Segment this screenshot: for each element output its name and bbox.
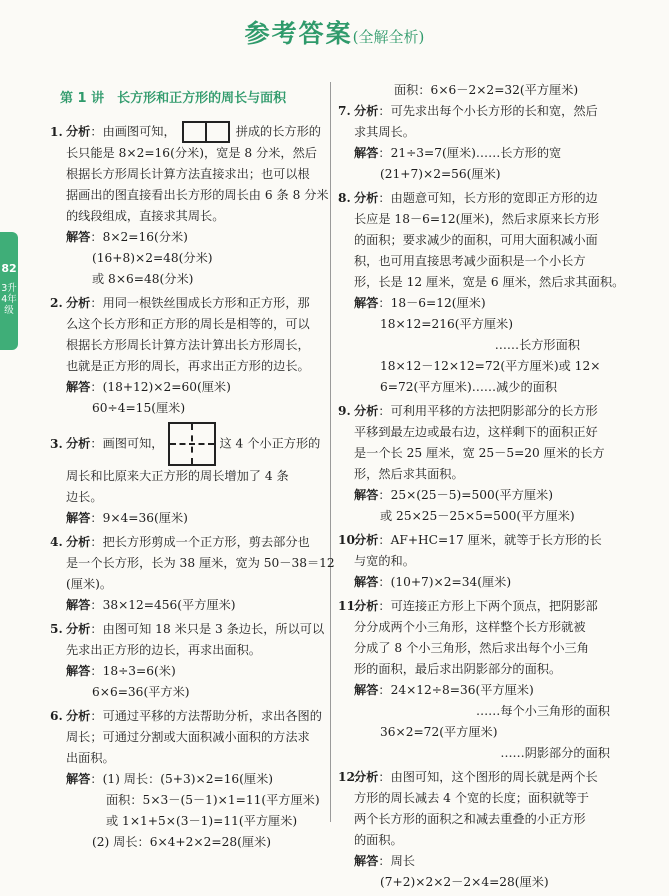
question-11: 11.分析：可连接正方形上下两个顶点，把阴影部 分分成两个小三角形，这样整个长方形就被 分成了 8 个小三角形，然后求出每个小三角 形的面积，最后求出阴影部分的面积。 解答：24×12÷8=36(平方厘米) ……每个小三角形的面积 36×2=72(平方厘米) ……阴影部分的面积 [338,596,620,764]
analysis-text: 形的面积，最后求出阴影部分的面积。 [354,662,562,676]
analysis-text: 由图可知 18 米只是 3 条边长，所以可以 [102,622,325,636]
answer-text: (21+7)×2=56(厘米) [380,167,501,181]
analysis-text: 由画图可知， [102,124,176,139]
analysis-text: 据画出的图直接看出长方形的周长由 6 条 8 分米 [66,188,329,202]
analysis-text: 由题意可知，长方形的宽即正方形的边 [390,191,598,205]
answer-label: 解答 [66,664,91,678]
question-8: 8. 分析：由题意可知，长方形的宽即正方形的边 长应是 18－6=12(厘米)，然后求原来长方形 的面积；要求减少的面积，可用大面积减小面 积，也可用直接思考减少面积是一个小长方 形，长是 12 厘米，宽是 6 厘米，然后求其面积。 解答：18－6=12(厘米) 18×12=216(平方厘米) ……长方形面积 18×12－12×12=72(平方厘米)或 12× 6=72(平方厘米)……减少的面积 [338,188,620,398]
answer-text: 6×6=36(平方米) [92,685,190,699]
analysis-text: 把长方形剪成一个正方形，剪去部分也 [102,535,310,549]
analysis-text: 方形的周长减去 4 个宽的长度；面积就等于 [354,791,589,805]
analysis-text: 根据长方形周长计算方法计算出长方形周长， [66,338,310,352]
question-10: 10.分析：AF+HC=17 厘米，就等于长方形的长 与宽的和。 解答：(10+7)×2=34(厘米) [338,530,620,593]
analysis-text: 的面积。 [354,833,403,847]
answer-label: 解答 [66,380,91,394]
answer-text: (16+8)×2=48(分米) [92,251,213,265]
question-number: 4. [50,535,63,549]
analysis-text: 与宽的和。 [354,554,415,568]
answer-text: 60÷4=15(厘米) [92,401,186,415]
analysis-text: 分分成两个小三角形，这样整个长方形就被 [354,620,586,634]
answer-text: 面积：5×3－(5－1)×1=11(平方厘米) [106,793,320,807]
answer-text: 18÷3=6(米) [102,664,176,678]
answer-label: 解答 [354,683,379,697]
answer-text: (1) 周长：(5+3)×2=16(厘米) [102,772,274,786]
answer-text: (10+7)×2=34(厘米) [390,575,512,589]
analysis-label: 分析 [354,191,379,205]
analysis-text: 平移到最左边或最右边，这样剩下的面积正好 [354,425,598,439]
lecture-title: 第 1 讲 长方形和正方形的周长与面积 [60,91,287,106]
analysis-text: 出面积。 [66,751,115,765]
question-2: 2. 分析：用同一根铁丝围成长方形和正方形，那 么这个长方形和正方形的周长是相等的，可以 根据长方形周长计算方法计算出长方形周长， 也就是正方形的周长，再求出正方形的边长。 解答：(18+12)×2=60(厘米) 60÷4=15(厘米) [50,293,325,419]
answer-label: 解答 [66,230,91,244]
answer-label: 解答 [66,772,91,786]
page-title: 参考答案 [244,19,353,48]
answer-text: 25×(25－5)=500(平方厘米) [390,488,553,502]
question-6: 6. 分析：可通过平移的方法帮助分析，求出各图的 周长；可通过分割或大面积减小面积的方法求 出面积。 解答：(1) 周长：(5+3)×2=16(厘米) 面积：5×3－(5－1)×1=11(平方厘米) 或 1×1+5×(3－1)=11(平方厘米) (2) 周长：6×4+2×2=28(厘米) [50,706,325,853]
analysis-label: 分析 [66,622,91,636]
column-divider [330,82,331,822]
answer-label: 解答 [354,146,379,160]
analysis-text: 形，然后求其面积。 [354,467,464,481]
question-number: 5. [50,622,63,636]
page-number: 82 [1,262,17,275]
question-4: 4. 分析：把长方形剪成一个正方形，剪去部分也 是一个长方形，长为 38 厘米，宽为 50－38＝12 (厘米)。 解答：38×12=456(平方厘米) [50,532,325,616]
bleed-through-text [40,0,640,10]
answer-text: 24×12÷8=36(平方厘米) [390,683,534,697]
question-12: 12.分析：由图可知，这个图形的周长就是两个长 方形的周长减去 4 个宽的长度；面积就等于 两个长方形的面积之和减去重叠的小正方形 的面积。 解答：周长 (7+2)×2×2－2×4=28(厘米) [338,767,620,893]
left-column [50,80,335,856]
answer-text: ……长方形面积 [494,338,580,352]
question-number: 2. [50,296,63,310]
answer-label: 解答 [354,575,379,589]
analysis-label: 分析 [354,770,379,784]
analysis-label: 分析 [66,535,91,549]
analysis-text: 可先求出每个小长方形的长和宽，然后 [390,104,598,118]
question-5: 5. 分析：由图可知 18 米只是 3 条边长，所以可以 先求出正方形的边长，再求出面积。 解答：18÷3=6(米) 6×6=36(平方米) [50,619,325,703]
analysis-text: 画图可知， [102,436,164,451]
answer-text: (2) 周长：6×4+2×2=28(厘米) [92,835,271,849]
answer-text: 38×12=456(平方厘米) [102,598,236,612]
analysis-label: 分析 [354,599,379,613]
answer-text: 周长 [390,854,415,868]
answer-text: 面积：6×6－2×2=32(平方厘米) [394,83,579,97]
answer-text: 或 1×1+5×(3－1)=11(平方厘米) [106,814,298,828]
analysis-label: 分析 [354,104,379,118]
question-number: 10. [338,533,360,547]
answer-text: ……阴影部分的面积 [500,746,610,760]
question-number: 9. [338,404,351,418]
answer-text: 21÷3=7(厘米)……长方形的宽 [390,146,562,160]
answer-text: 9×4=36(厘米) [102,511,188,525]
analysis-text: 分成了 8 个小三角形，然后求出每个小三角 [354,641,589,655]
grade-label: 3升4年级 [1,283,17,316]
analysis-text: 是一个长 25 厘米，宽 25－5=20 厘米的长方 [354,446,605,460]
analysis-text: 用同一根铁丝围成长方形和正方形，那 [102,296,310,310]
answer-text: 8×2=16(分米) [102,230,188,244]
question-7: 7. 分析：可先求出每个小长方形的长和宽，然后 求其周长。 解答：21÷3=7(厘米)……长方形的宽 (21+7)×2=56(厘米) [338,101,620,185]
answer-text: 6=72(平方厘米)……减少的面积 [380,380,558,394]
side-tab [0,232,18,350]
analysis-label: 分析 [354,404,379,418]
answer-label: 解答 [66,598,91,612]
analysis-text: 由图可知，这个图形的周长就是两个长 [390,770,598,784]
question-number: 6. [50,709,63,723]
analysis-text: 是一个长方形，长为 38 厘米，宽为 50－38＝12 [66,556,335,570]
page-subtitle: (全解全析) [352,28,425,46]
analysis-text: 么这个长方形和正方形的周长是相等的，可以 [66,317,310,331]
analysis-text: 两个长方形的面积之和减去重叠的小正方形 [354,812,586,826]
analysis-text: 可利用平移的方法把阴影部分的长方形 [390,404,598,418]
analysis-text: 周长和比原来大正方形的周长增加了 4 条 [66,469,289,483]
analysis-text: 可连接正方形上下两个顶点，把阴影部 [390,599,598,613]
question-number: 11. [338,599,360,613]
question-1: 1. 分析：由画图可知， 拼成的长方形的 长只能是 8×2=16(分米)，宽是 8 分米，然后 根据长方形周长计算方法直接求出；也可以根 据画出的图直接看出长方形的周长由 6 条 8 分米 的线段组成，直接求其周长。 解答：8×2=16(分米) (16+8)×2=48(分米) 或 8×6=48(分米) [50,121,325,290]
analysis-text: 求其周长。 [354,125,415,139]
analysis-label: 分析 [66,296,91,310]
analysis-text: 可通过平移的方法帮助分析，求出各图的 [102,709,322,723]
analysis-text: 先求出正方形的边长，再求出面积。 [66,643,261,657]
analysis-text: 的面积；要求减少的面积，可用大面积减小面 [354,233,598,247]
answer-text: 或 8×6=48(分米) [92,272,194,286]
right-column [338,80,625,896]
analysis-text: (厘米)。 [66,577,113,591]
question-9: 9. 分析：可利用平移的方法把阴影部分的长方形 平移到最左边或最右边，这样剩下的面积正好 是一个长 25 厘米，宽 25－5=20 厘米的长方 形，然后求其面积。 解答：25×(25－5)=500(平方厘米) 或 25×25－25×5=500(平方厘米) [338,401,620,527]
question-number: 3. [50,436,63,451]
analysis-label: 分析 [66,436,91,451]
analysis-text: 周长；可通过分割或大面积减小面积的方法求 [66,730,310,744]
analysis-label: 分析 [66,709,91,723]
answer-label: 解答 [354,488,379,502]
answer-text: 36×2=72(平方厘米) [380,725,498,739]
answer-label: 解答 [66,511,91,525]
answer-text: (7+2)×2×2－2×4=28(厘米) [380,875,549,889]
analysis-text: 也就是正方形的周长，再求出正方形的边长。 [66,359,310,373]
analysis-text: 根据长方形周长计算方法直接求出；也可以根 [66,167,310,181]
question-3: 3. 分析：画图可知， 这 4 个小正方形的 周长和比原来大正方形的周长增加了 4 条 边长。 解答：9×4=36(厘米) [50,422,325,529]
analysis-text: 边长。 [66,490,103,504]
four-squares-figure [168,422,216,466]
analysis-label: 分析 [66,124,91,139]
answer-text: 18×12=216(平方厘米) [380,317,513,331]
question-number: 8. [338,191,351,205]
analysis-text: 拼成的长方形的 [235,124,321,139]
answer-label: 解答 [354,854,379,868]
page-header [0,14,669,50]
analysis-text: 积，也可用直接思考减少面积是一个小长方 [354,254,586,268]
answer-text: ……每个小三角形的面积 [475,704,610,718]
question-number: 7. [338,104,351,118]
analysis-text: 长应是 18－6=12(厘米)，然后求原来长方形 [354,212,600,226]
answer-text: 18－6=12(厘米) [390,296,486,310]
answer-text: (18+12)×2=60(厘米) [102,380,231,394]
analysis-text: 形，长是 12 厘米，宽是 6 厘米，然后求其面积。 [354,275,625,289]
analysis-text: 的线段组成，直接求其周长。 [66,209,225,223]
question-number: 12. [338,770,360,784]
two-squares-figure [182,121,230,143]
answer-label: 解答 [354,296,379,310]
answer-text: 或 25×25－25×5=500(平方厘米) [380,509,575,523]
analysis-label: 分析 [354,533,379,547]
answer-text: 18×12－12×12=72(平方厘米)或 12× [380,359,601,373]
analysis-text: 长只能是 8×2=16(分米)，宽是 8 分米，然后 [66,146,317,160]
analysis-text: AF+HC=17 厘米，就等于长方形的长 [390,533,602,547]
question-number: 1. [50,124,63,139]
analysis-text: 这 4 个小正方形的 [219,436,321,451]
